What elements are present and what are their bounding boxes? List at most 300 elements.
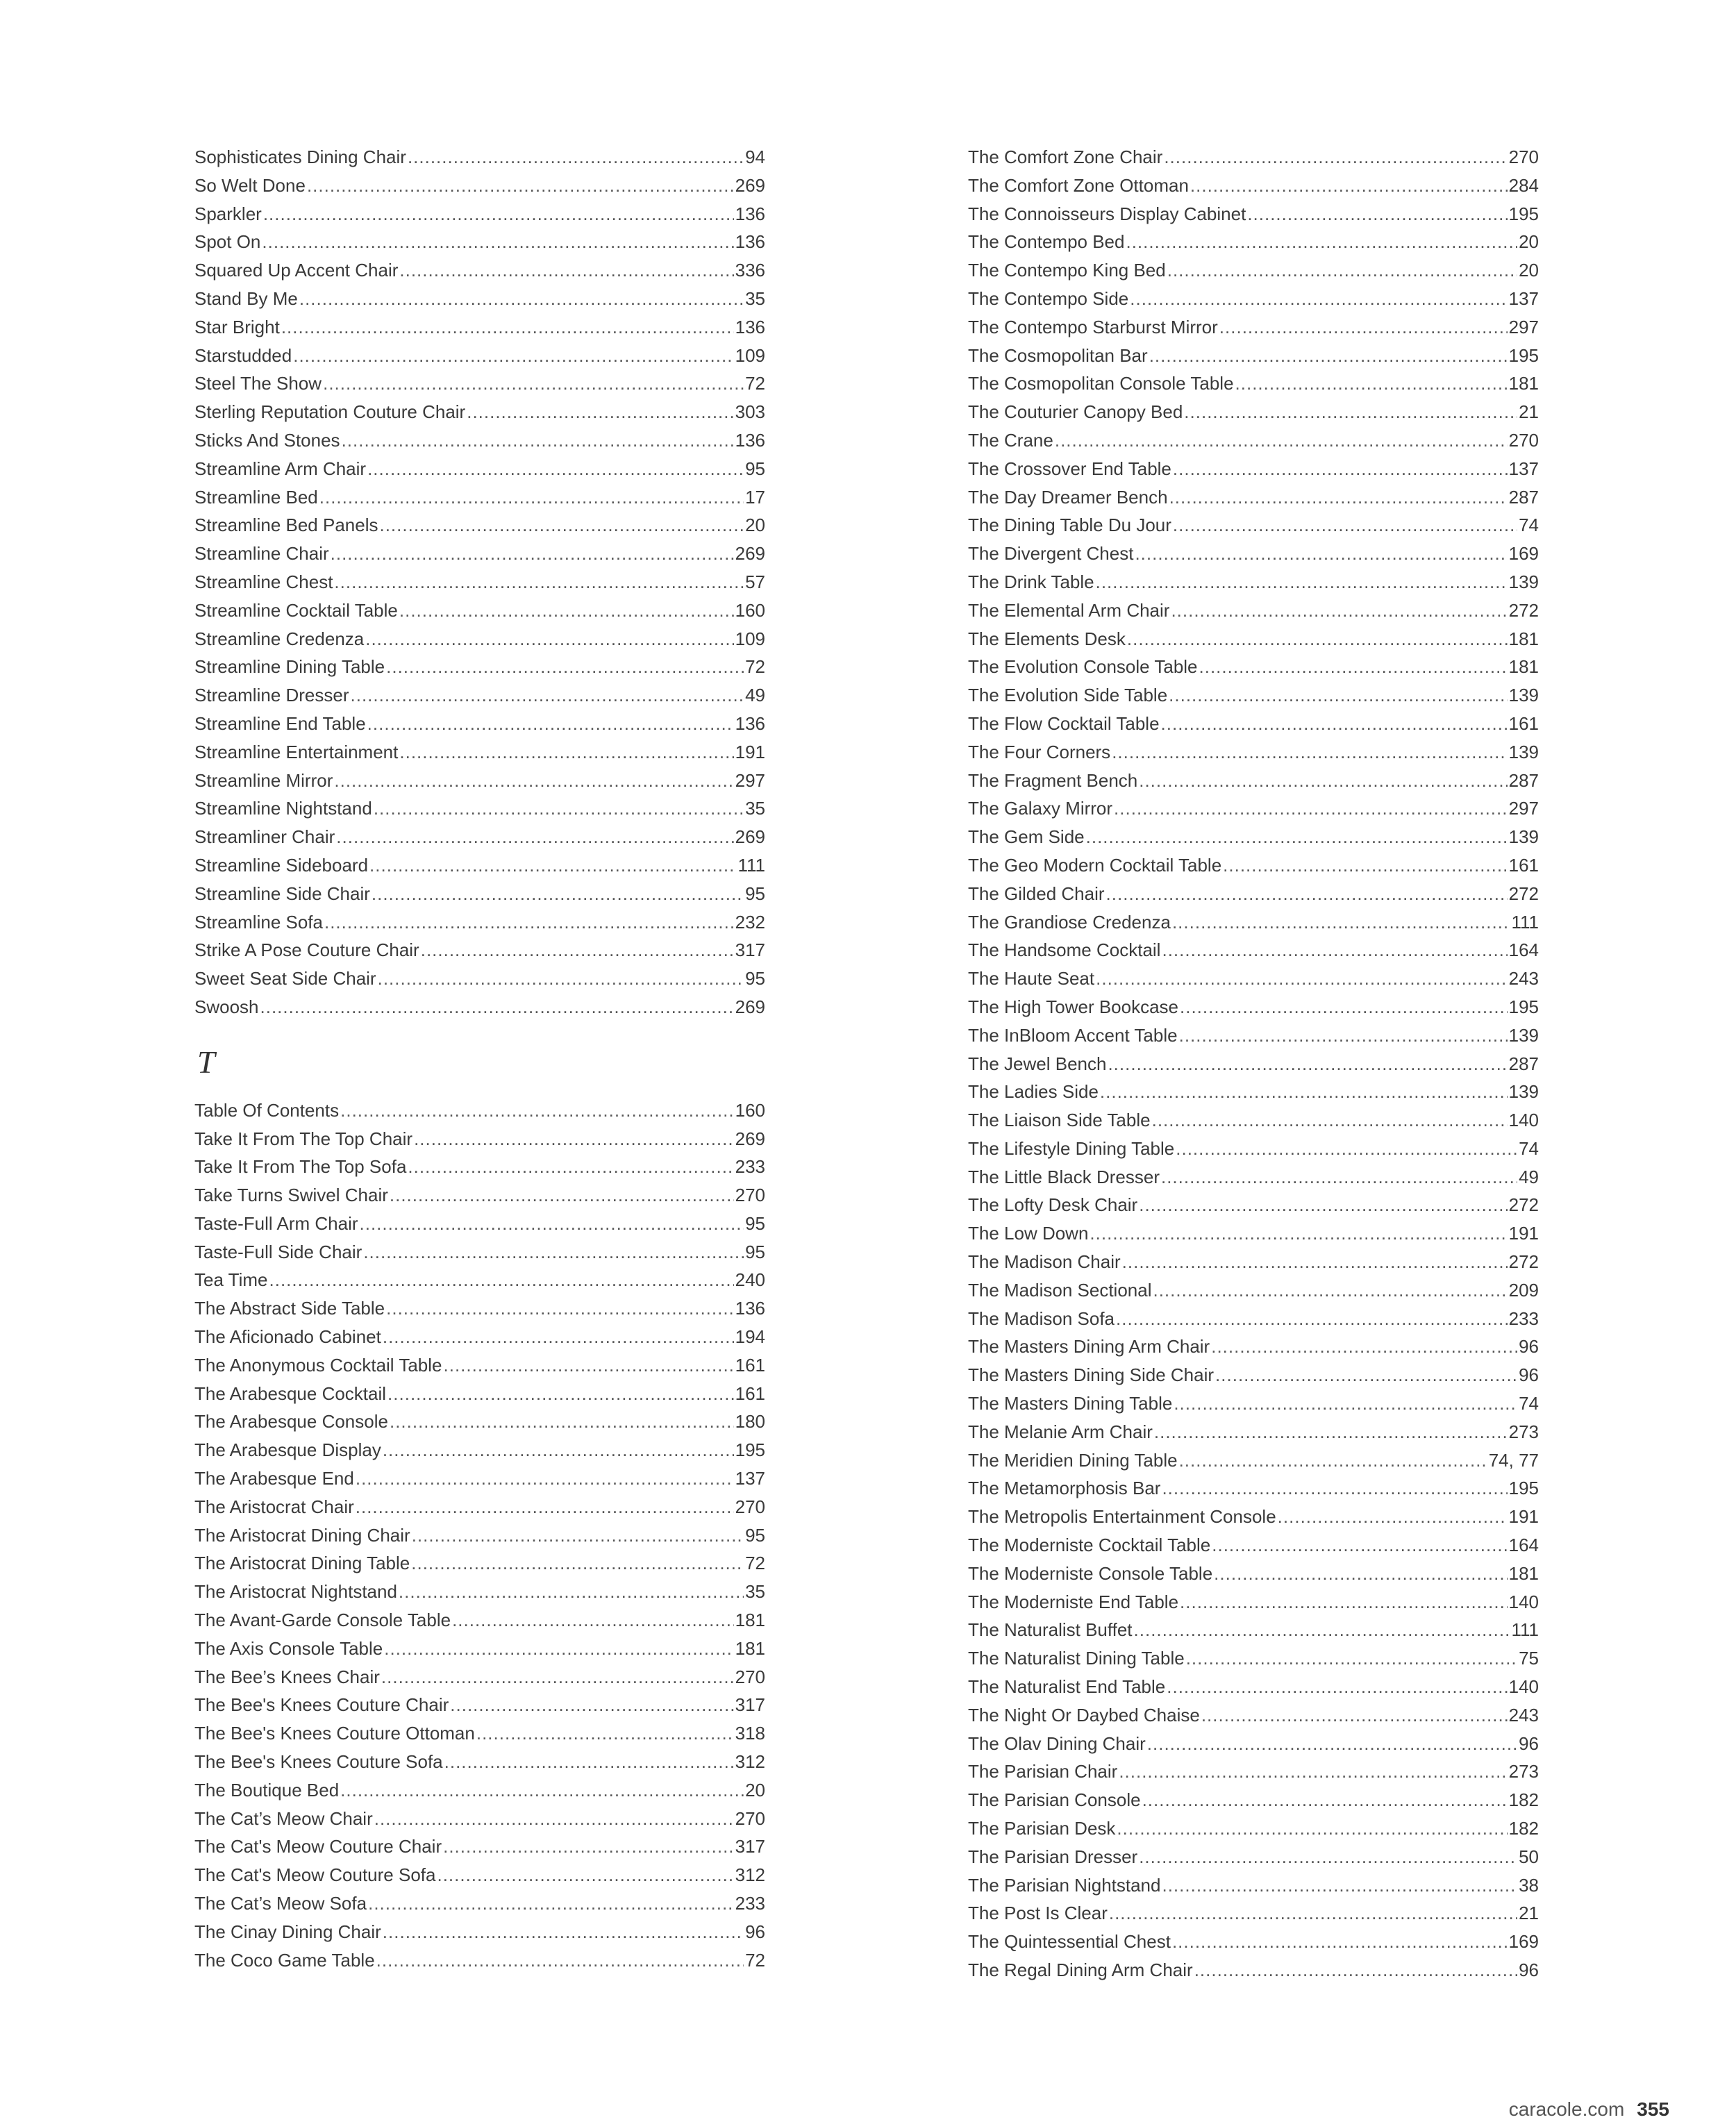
dot-leader <box>1278 1503 1508 1531</box>
index-entry-name: The Madison Chair <box>968 1251 1121 1273</box>
index-entry-name: Streamline Cocktail Table <box>194 599 398 621</box>
dot-leader <box>399 256 733 285</box>
index-entry-name: The Flow Cocktail Table <box>968 712 1160 734</box>
dot-leader <box>1162 1871 1517 1900</box>
index-entry <box>194 1748 765 1776</box>
index-entry <box>194 1493 765 1521</box>
index-entry-name: The Bee's Knees Couture Sofa <box>194 1751 443 1773</box>
index-entry-page: 181 <box>1508 628 1539 649</box>
index-entry-name: Streamline Side Chair <box>194 883 370 904</box>
dot-leader <box>386 653 744 681</box>
dot-leader <box>381 1663 734 1691</box>
index-entry-name: The Arabesque Cocktail <box>194 1382 387 1404</box>
index-entry-name: Streamline Mirror <box>194 769 333 791</box>
index-entry-page: 169 <box>1508 1931 1539 1953</box>
index-entry-page: 137 <box>735 1468 765 1489</box>
dot-leader <box>1152 1106 1508 1135</box>
index-entry-name: The Geo Modern Cocktail Table <box>968 854 1222 876</box>
index-entry <box>194 880 765 908</box>
dot-leader <box>1055 426 1508 455</box>
index-entry-name: The Masters Dining Side Chair <box>968 1364 1215 1386</box>
index-entry-page: 72 <box>745 1949 765 1971</box>
index-entry-page: 139 <box>1508 741 1539 762</box>
index-entry-name: The InBloom Accent Table <box>968 1024 1178 1046</box>
dot-leader <box>1211 1332 1517 1361</box>
dot-leader <box>1147 1730 1517 1758</box>
dot-leader <box>340 1776 744 1805</box>
dot-leader <box>1219 313 1508 342</box>
index-entry-page: 35 <box>745 287 765 309</box>
index-entry-name: Stand By Me <box>194 287 298 309</box>
index-entry <box>194 342 765 370</box>
index-entry-page: 233 <box>1508 1308 1539 1329</box>
index-entry-page: 191 <box>735 741 765 762</box>
dot-leader <box>1139 767 1507 795</box>
index-entry-name: The Night Or Daybed Chaise <box>968 1704 1200 1726</box>
dot-leader <box>1108 1050 1507 1078</box>
dot-leader <box>369 851 736 880</box>
index-entry-name: The Crossover End Table <box>968 458 1171 479</box>
index-entry <box>194 1691 765 1719</box>
index-entry <box>194 1125 765 1153</box>
index-entry-name: The Jewel Bench <box>968 1053 1107 1074</box>
index-entry-page: 94 <box>745 147 765 167</box>
index-entry-name: Streamline Entertainment <box>194 741 399 762</box>
index-entry <box>968 1956 1539 1985</box>
section-letter-heading: T <box>197 1044 215 1080</box>
index-entry <box>968 1248 1539 1276</box>
index-entry-name: The Madison Sofa <box>968 1308 1115 1329</box>
index-entry-page: 195 <box>1508 996 1539 1017</box>
dot-leader <box>384 1635 733 1663</box>
dot-leader <box>1112 738 1507 767</box>
index-entry <box>968 1786 1539 1814</box>
index-entry-page: 72 <box>745 656 765 678</box>
dot-leader <box>1173 455 1508 483</box>
index-entry-name: The Arabesque Console <box>194 1411 388 1432</box>
index-entry <box>194 936 765 964</box>
dot-leader <box>1247 200 1507 228</box>
dot-leader <box>450 1691 733 1719</box>
index-entry-name: Streamline End Table <box>194 712 366 734</box>
index-entry-name: The Aristocrat Chair <box>194 1496 354 1517</box>
index-entry-name: The Bee's Knees Couture Chair <box>194 1694 449 1716</box>
dot-leader <box>365 625 733 653</box>
index-entry-page: 160 <box>735 1099 765 1121</box>
index-entry-name: The Low Down <box>968 1223 1089 1244</box>
dot-leader <box>1119 1757 1507 1786</box>
index-entry <box>968 936 1539 964</box>
index-entry-name: The Contempo Bed <box>968 231 1125 253</box>
index-entry-page: 191 <box>1508 1506 1539 1528</box>
index-entry-name: Streamline Sofa <box>194 911 323 933</box>
index-entry-page: 74 <box>1519 1393 1539 1414</box>
index-entry-page: 140 <box>1508 1591 1539 1612</box>
index-entry-name: The Day Dreamer Bench <box>968 486 1168 508</box>
index-entry-name: The Four Corners <box>968 741 1111 762</box>
index-entry-page: 181 <box>735 1637 765 1659</box>
index-entry <box>194 313 765 342</box>
index-entry-name: The Gem Side <box>968 826 1085 848</box>
dot-leader <box>340 1096 733 1125</box>
dot-leader <box>1201 1701 1508 1730</box>
dot-leader <box>1149 342 1508 370</box>
index-entry-page: 21 <box>1519 401 1539 423</box>
page-footer <box>1509 2098 1669 2121</box>
dot-leader <box>319 483 744 512</box>
index-entry-page: 74 <box>1519 1137 1539 1159</box>
dot-leader <box>399 1578 744 1606</box>
index-entry-page: 243 <box>1508 1704 1539 1726</box>
index-entry-page: 181 <box>735 1610 765 1631</box>
index-entry <box>194 1436 765 1464</box>
index-entry <box>194 1549 765 1578</box>
index-entry <box>194 1946 765 1975</box>
index-entry <box>194 1889 765 1918</box>
dot-leader <box>1130 285 1507 313</box>
index-entry-name: The Naturalist Buffet <box>968 1619 1133 1641</box>
index-entry <box>194 256 765 285</box>
dot-leader <box>367 710 734 738</box>
dot-leader <box>1161 1163 1517 1192</box>
left-index-column <box>194 143 765 1974</box>
dot-leader <box>1171 596 1507 625</box>
dot-leader <box>1153 1276 1507 1305</box>
dot-leader <box>1194 1956 1517 1985</box>
index-entry-page: 195 <box>735 1439 765 1461</box>
index-entry <box>194 1918 765 1946</box>
dot-leader <box>1096 964 1507 993</box>
index-entry-page: 273 <box>1508 1421 1539 1442</box>
index-entry-page: 139 <box>1508 1024 1539 1046</box>
dot-leader <box>1116 1305 1508 1333</box>
dot-leader <box>367 455 744 483</box>
index-entry-page: 287 <box>1508 486 1539 508</box>
dot-leader <box>1135 540 1507 568</box>
index-entry <box>968 681 1539 710</box>
index-entry <box>194 1663 765 1691</box>
index-entry-page: 20 <box>745 515 765 536</box>
index-entry-page: 272 <box>1508 1194 1539 1216</box>
index-entry-page: 336 <box>735 260 765 281</box>
index-entry-page: 269 <box>735 826 765 848</box>
dot-leader <box>1134 1616 1510 1644</box>
index-entry-name: Streamline Arm Chair <box>194 458 367 479</box>
dot-leader <box>1167 1673 1507 1701</box>
index-entry-name: The High Tower Bookcase <box>968 996 1179 1017</box>
dot-leader <box>307 172 734 200</box>
index-entry-name: The Cat's Meow Couture Chair <box>194 1836 442 1857</box>
index-entry-page: 96 <box>745 1921 765 1942</box>
index-entry-page: 269 <box>735 1128 765 1149</box>
dot-leader <box>379 511 744 540</box>
dot-leader <box>363 1238 744 1267</box>
index-entry-page: 272 <box>1508 1251 1539 1273</box>
index-entry <box>194 1181 765 1210</box>
index-entry <box>968 1163 1539 1192</box>
index-entry-name: The Evolution Side Table <box>968 685 1168 706</box>
index-entry-page: 270 <box>735 1496 765 1517</box>
index-entry-page: 20 <box>1519 260 1539 281</box>
dot-leader <box>1122 1248 1508 1276</box>
dot-leader <box>336 823 733 851</box>
index-entry-name: The Meridien Dining Table <box>968 1449 1178 1471</box>
index-entry <box>968 1814 1539 1843</box>
index-entry-name: Sweet Seat Side Chair <box>194 968 376 989</box>
index-entry <box>194 653 765 681</box>
dot-leader <box>411 1549 744 1578</box>
right-index-column <box>968 143 1539 1985</box>
index-entry-page: 270 <box>735 1185 765 1206</box>
dot-leader <box>437 1861 733 1889</box>
index-entry-name: The Moderniste End Table <box>968 1591 1179 1612</box>
index-entry-name: The Regal Dining Arm Chair <box>968 1960 1193 1980</box>
index-entry-name: Take Turns Swivel Chair <box>194 1185 388 1206</box>
index-entry-page: 209 <box>1508 1279 1539 1301</box>
index-entry-name: The Haute Seat <box>968 968 1095 989</box>
index-entry-page: 161 <box>1508 712 1539 734</box>
index-entry <box>194 1635 765 1663</box>
index-entry <box>968 1021 1539 1050</box>
dot-leader <box>408 1153 733 1181</box>
index-entry <box>194 823 765 851</box>
dot-leader <box>1161 710 1508 738</box>
dot-leader <box>1176 1135 1517 1163</box>
index-entry-name: Sticks And Stones <box>194 429 340 451</box>
index-entry-name: Swoosh <box>194 996 259 1017</box>
index-entry-page: 240 <box>735 1269 765 1291</box>
index-entry-page: 20 <box>745 1779 765 1801</box>
index-entry-name: The Little Black Dresser <box>968 1166 1160 1187</box>
dot-leader <box>444 1748 734 1776</box>
index-entry-page: 96 <box>1519 1364 1539 1386</box>
index-entry-name: The Aristocrat Nightstand <box>194 1581 397 1603</box>
index-entry <box>968 794 1539 823</box>
index-entry <box>968 1219 1539 1248</box>
index-entry-page: 109 <box>735 628 765 649</box>
index-entry <box>968 596 1539 625</box>
index-entry <box>968 143 1539 172</box>
index-entry <box>968 1050 1539 1078</box>
index-entry-name: The Metamorphosis Bar <box>968 1478 1161 1499</box>
index-entry <box>194 285 765 313</box>
index-entry-page: 161 <box>735 1354 765 1376</box>
index-entry-name: Strike A Pose Couture Chair <box>194 939 419 961</box>
index-entry <box>194 1776 765 1805</box>
index-entry <box>194 1380 765 1408</box>
index-entry <box>194 143 765 172</box>
dot-leader <box>399 738 733 767</box>
index-entry-page: 49 <box>745 685 765 706</box>
dot-leader <box>412 1521 744 1550</box>
dot-leader <box>293 342 733 370</box>
index-entry <box>968 1871 1539 1900</box>
index-entry-page: 49 <box>1519 1166 1539 1187</box>
index-entry <box>968 964 1539 993</box>
dot-leader <box>1235 369 1508 398</box>
dot-leader <box>1179 1021 1508 1050</box>
index-entry-page: 95 <box>745 883 765 904</box>
index-entry-name: The Couturier Canopy Bed <box>968 401 1183 423</box>
index-entry-name: The Cat’s Meow Sofa <box>194 1893 367 1914</box>
index-entry-name: The Bee’s Knees Chair <box>194 1666 380 1687</box>
index-entry-page: 284 <box>1508 174 1539 196</box>
index-entry-name: Tea Time <box>194 1269 268 1291</box>
index-entry-name: The Melanie Arm Chair <box>968 1421 1153 1442</box>
index-entry-page: 109 <box>735 344 765 366</box>
index-entry-page: 317 <box>735 939 765 961</box>
index-entry <box>194 568 765 596</box>
index-entry <box>194 1861 765 1889</box>
index-entry <box>968 342 1539 370</box>
index-entry-name: The Divergent Chest <box>968 543 1134 565</box>
index-entry-page: 95 <box>745 458 765 479</box>
index-entry-page: 139 <box>1508 826 1539 848</box>
index-entry <box>194 455 765 483</box>
index-entry <box>968 1106 1539 1135</box>
index-entry <box>968 1135 1539 1163</box>
index-entry-name: Spot On <box>194 231 261 253</box>
index-entry-page: 272 <box>1508 883 1539 904</box>
dot-leader <box>390 1181 734 1210</box>
index-entry <box>968 228 1539 256</box>
index-entry-page: 195 <box>1508 1478 1539 1499</box>
index-entry-name: The Contempo King Bed <box>968 260 1166 281</box>
index-entry <box>194 483 765 512</box>
index-entry-page: 161 <box>1508 854 1539 876</box>
index-entry-page: 72 <box>745 1553 765 1574</box>
page-number: 355 <box>1637 2098 1669 2120</box>
dot-leader <box>1142 1786 1508 1814</box>
index-entry <box>194 794 765 823</box>
index-entry <box>194 1266 765 1294</box>
index-entry <box>968 313 1539 342</box>
dot-leader <box>378 964 744 993</box>
index-entry <box>968 1757 1539 1786</box>
index-entry-name: Star Bright <box>194 316 280 337</box>
index-entry-page: 160 <box>735 599 765 621</box>
index-entry-page: 270 <box>735 1666 765 1687</box>
index-entry-page: 270 <box>735 1807 765 1829</box>
dot-leader <box>374 1805 734 1833</box>
index-entry-name: The Evolution Console Table <box>968 656 1198 678</box>
dot-leader <box>1190 172 1508 200</box>
index-entry <box>194 851 765 880</box>
index-entry-page: 95 <box>745 1241 765 1262</box>
index-entry-name: The Abstract Side Table <box>194 1298 385 1319</box>
index-entry-name: The Post Is Clear <box>968 1903 1108 1924</box>
index-entry-name: The Parisian Dresser <box>968 1846 1138 1867</box>
dot-leader <box>1172 1928 1508 1956</box>
index-entry <box>968 172 1539 200</box>
index-entry <box>968 285 1539 313</box>
index-entry-name: The Naturalist End Table <box>968 1676 1166 1698</box>
index-entry-page: 74 <box>1519 515 1539 536</box>
index-entry <box>968 738 1539 767</box>
index-entry-page: 136 <box>735 231 765 253</box>
index-entry-page: 38 <box>1519 1874 1539 1896</box>
index-entry-name: The Boutique Bed <box>194 1779 340 1801</box>
dot-leader <box>1214 1560 1507 1588</box>
index-entry-page: 21 <box>1519 1903 1539 1924</box>
index-entry-page: 75 <box>1519 1648 1539 1669</box>
index-entry-page: 17 <box>745 486 765 508</box>
dot-leader <box>1167 256 1517 285</box>
index-entry-name: Sterling Reputation Couture Chair <box>194 401 466 423</box>
index-entry-page: 139 <box>1508 1081 1539 1103</box>
index-entry <box>194 681 765 710</box>
index-entry-name: Taste-Full Arm Chair <box>194 1212 358 1234</box>
index-entry <box>194 511 765 540</box>
dot-leader <box>383 1323 734 1351</box>
index-entry-page: 181 <box>1508 1562 1539 1584</box>
dot-leader <box>1117 1814 1507 1843</box>
index-entry-name: Table Of Contents <box>194 1099 340 1121</box>
index-entry-name: The Moderniste Console Table <box>968 1562 1213 1584</box>
index-entry-name: Steel The Show <box>194 373 322 394</box>
dot-leader <box>444 1351 734 1380</box>
index-entry <box>194 1351 765 1380</box>
index-entry <box>194 200 765 228</box>
dot-leader <box>263 200 734 228</box>
index-entry <box>968 455 1539 483</box>
index-entry-name: The Quintessential Chest <box>968 1931 1171 1953</box>
index-entry-page: 139 <box>1508 571 1539 592</box>
index-entry-name: Streamline Nightstand <box>194 798 372 819</box>
index-entry <box>194 228 765 256</box>
index-entry-page: 318 <box>735 1723 765 1744</box>
index-entry <box>194 908 765 937</box>
index-entry <box>194 767 765 795</box>
index-list-s <box>194 143 765 1021</box>
index-entry-page: 273 <box>1508 1761 1539 1782</box>
dot-leader <box>1114 794 1508 823</box>
index-entry <box>194 172 765 200</box>
index-entry <box>968 568 1539 596</box>
index-entry-page: 195 <box>1508 203 1539 224</box>
index-entry <box>194 625 765 653</box>
index-entry-name: The Coco Game Table <box>194 1949 375 1971</box>
index-entry-name: The Masters Dining Arm Chair <box>968 1336 1210 1357</box>
index-entry-page: 287 <box>1508 1053 1539 1074</box>
dot-leader <box>372 880 744 908</box>
index-entry-page: 181 <box>1508 656 1539 678</box>
dot-leader <box>1127 625 1508 653</box>
index-entry <box>968 1305 1539 1333</box>
index-entry-page: 182 <box>1508 1818 1539 1839</box>
index-entry-name: The Grandiose Credenza <box>968 911 1171 933</box>
index-entry-page: 50 <box>1519 1846 1539 1867</box>
index-entry-name: The Parisian Nightstand <box>968 1874 1161 1896</box>
dot-leader <box>1162 1474 1507 1503</box>
index-entry-page: 164 <box>1508 1535 1539 1556</box>
index-entry-page: 95 <box>745 1212 765 1234</box>
dot-leader <box>452 1606 734 1635</box>
index-entry-page: 191 <box>1508 1223 1539 1244</box>
index-entry-name: Streamline Sideboard <box>194 854 369 876</box>
index-entry-page: 270 <box>1508 147 1539 167</box>
index-entry-page: 35 <box>745 798 765 819</box>
dot-leader <box>1184 398 1517 426</box>
dot-leader <box>323 369 744 398</box>
dot-leader <box>383 1918 744 1946</box>
index-entry <box>968 1446 1539 1475</box>
index-entry <box>968 823 1539 851</box>
dot-leader <box>334 767 733 795</box>
index-entry-page: 297 <box>1508 316 1539 337</box>
index-entry <box>968 398 1539 426</box>
index-entry <box>194 596 765 625</box>
